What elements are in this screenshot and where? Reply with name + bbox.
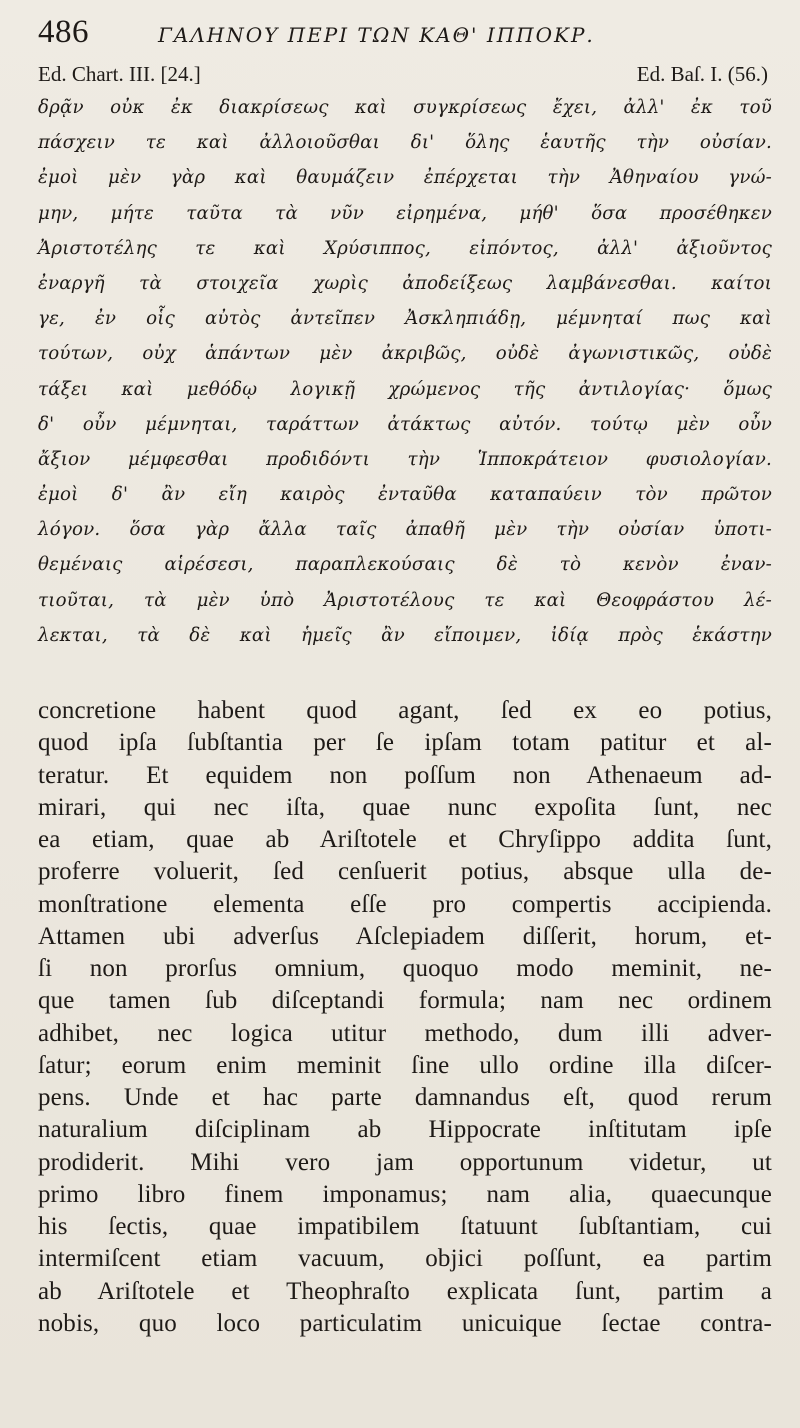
latin-line: proferre voluerit, ſed cenſuerit potius, absque ulla de- [38,858,772,886]
latin-line: concretione habent quod agant, ſed ex eo potius, [38,697,772,724]
greek-line: λόγον. ὅσα γὰρ ἄλλα ταῖς ἀπαθῆ μὲν τὴν οὐσίαν ὑποτι- [38,519,772,541]
latin-line: ab Ariſtotele et Theophraſto explicata ſunt, partim a [38,1277,772,1305]
latin-line: pens. Unde et hac parte damnandus eſt, quod rerum [38,1084,772,1111]
latin-line: his ſectis, quae impatibilem ſtatuunt ſubſtantiam, cui [38,1213,772,1240]
greek-line: λεκται, τὰ δὲ καὶ ἡμεῖς ἂν εἴποιμεν, ἰδίᾳ πρὸς ἑκάστην [38,624,772,646]
greek-line: ἄξιον μέμφεσθαι προδιδόντι τὴν Ἱπποκράτειον φυσιολογίαν. [38,448,772,470]
latin-line: naturalium diſciplinam ab Hippocrate inſtitutam ipſe [38,1116,772,1144]
latin-line: primo libro finem imponamus; nam alia, quaecunque [38,1180,772,1208]
edition-left: Ed. Chart. III. [24.] [38,62,201,86]
greek-line: μην, μήτε ταῦτα τὰ νῦν εἰρημένα, μήθ' ὅσα προσέθηκεν [38,202,772,224]
latin-line: monſtratione elementa eſſe pro compertis accipienda. [38,890,772,918]
edition-right: Ed. Baſ. I. (56.) [636,62,768,86]
latin-line: teratur. Et equidem non poſſum non Athenaeum ad- [38,761,772,789]
greek-line: Ἀριστοτέλης τε καὶ Χρύσιππος, εἰπόντος, ἀλλ' ἀξιοῦντος [38,237,772,259]
greek-line: ἐμοὶ μὲν γὰρ καὶ θαυμάζειν ἐπέρχεται τὴν Ἀθηναίου γνώ- [38,167,772,189]
greek-line: τιοῦται, τὰ μὲν ὑπὸ Ἀριστοτέλους τε καὶ Θεοφράστου λέ- [38,589,772,611]
greek-line: τούτων, οὐχ ἁπάντων μὲν ἀκριβῶς, οὐδὲ ἀγωνιστικῶς, οὐδὲ [38,343,772,365]
latin-line: prodiderit. Mihi vero jam opportunum videtur, ut [38,1148,772,1176]
latin-line: mirari, qui nec iſta, quae nunc expoſita ſunt, nec [38,793,772,821]
latin-line: nobis, quo loco particulatim unicuique ſectae contra- [38,1309,772,1337]
latin-line: adhibet, nec logica utitur methodo, dum illi adver- [38,1019,772,1047]
running-head: ΓΑΛΗΝΟΥ ΠΕΡΙ ΤΩΝ ΚΑΘ' ΙΠΠΟΚΡ. [158,23,595,47]
latin-line: quod ipſa ſubſtantia per ſe ipſam totam patitur et al- [38,729,772,757]
page-number: 486 [38,14,89,50]
latin-line: ſatur; eorum enim meminit ſine ullo ordine illa diſcer- [38,1051,772,1079]
latin-line: ſi non prorſus omnium, quoquo modo meminit, ne- [38,955,772,982]
latin-line: ea etiam, quae ab Ariſtotele et Chryſippo addita ſunt, [38,826,772,853]
greek-line: δ' οὖν μέμνηται, ταράττων ἀτάκτως αὐτόν. τούτῳ μὲν οὖν [38,413,772,435]
greek-line: πάσχειν τε καὶ ἀλλοιοῦσθαι δι' ὅλης ἑαυτῆς τὴν οὐσίαν. [38,132,772,154]
greek-line: ἐμοὶ δ' ἂν εἴη καιρὸς ἐνταῦθα καταπαύειν τὸν πρῶτον [38,484,772,506]
latin-text-block [38,695,772,1340]
greek-line: θεμέναις αἱρέσεσι, παραπλεκούσαις δὲ τὸ κενὸν ἐναν- [38,554,772,576]
greek-text-block [38,90,772,653]
greek-line: ἐναργῆ τὰ στοιχεῖα χωρὶς ἀποδείξεως λαμβάνεσθαι. καίτοι [38,272,772,294]
greek-line: τάξει καὶ μεθόδῳ λογικῇ χρώμενος τῆς ἀντιλογίας· ὅμως [38,378,772,400]
latin-line: que tamen ſub diſceptandi formula; nam nec ordinem [38,987,772,1015]
latin-line: intermiſcent etiam vacuum, objici poſſunt, ea partim [38,1245,772,1273]
greek-line: γε, ἐν οἷς αὐτὸς ἀντεῖπεν Ἀσκληπιάδῃ, μέμνηταί πως καὶ [38,308,772,330]
page-header [38,14,772,62]
edition-references [38,62,772,88]
greek-line: δρᾷν οὐκ ἐκ διακρίσεως καὶ συγκρίσεως ἔχει, ἀλλ' ἐκ τοῦ [38,97,772,118]
latin-line: Attamen ubi adverſus Aſclepiadem diſſerit, horum, et- [38,922,772,950]
